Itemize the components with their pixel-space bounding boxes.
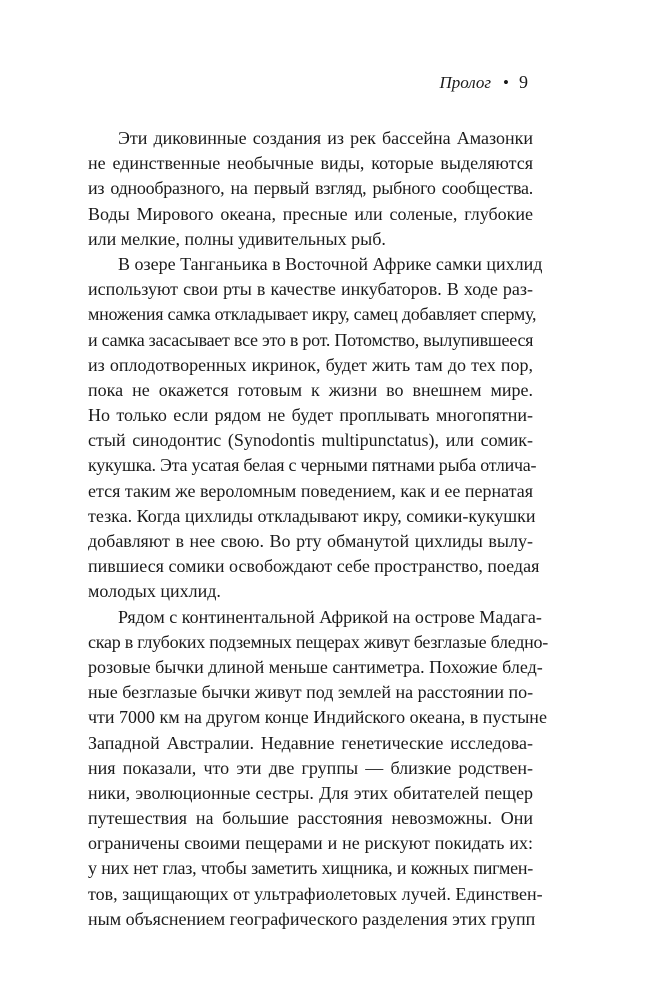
text-line: розовые бычки длиной меньше сантиметра. Похожие блед- <box>88 656 543 677</box>
text-line: и самка засасывает все это в рот. Потомство, вылупившееся <box>88 329 534 350</box>
text-line: из оплодотворенных икринок, будет жить там до тех пор, <box>88 354 533 375</box>
text-line: не единственные необычные виды, которые выделяются <box>88 153 533 174</box>
header-separator: • <box>503 73 509 92</box>
text-line: добавляют в нее свою. Во рту обманутой цихлиды вылу- <box>88 531 533 551</box>
text-line: ные безглазые бычки живут под землей на расстоянии по- <box>88 682 534 703</box>
text-line: пока не окажется готовым к жизни во внешнем мире. <box>88 379 533 400</box>
text-line: используют свои рты в качестве инкубаторов. В ходе раз- <box>88 279 533 300</box>
text-line: тезка. Когда цихлиды откладывают икру, сомики-кукушки <box>88 505 536 526</box>
text-line: пившиеся сомики освобождают себе пространство, поедая <box>88 556 540 577</box>
paragraph <box>88 126 533 252</box>
running-header <box>439 70 528 95</box>
text-line: путешествия на большие расстояния невозможны. Они <box>88 808 533 829</box>
text-line: Эти диковинные создания из рек бассейна Амазонки <box>118 128 533 148</box>
text-line: кукушка. Эта усатая белая с черными пятнами рыба отлича- <box>88 455 537 476</box>
text-line: множения самка откладывает икру, самец добавляет сперму, <box>88 304 537 325</box>
text-line: чти 7000 км на другом конце Индийского океана, в пустыне <box>88 707 547 728</box>
text-line: ники, эволюционные сестры. Для этих обитателей пещер <box>88 782 533 803</box>
text-line: Но только если рядом не будет проплывать многопятни- <box>88 405 533 426</box>
text-line: Рядом с континентальной Африкой на острове Мадага- <box>118 606 542 627</box>
text-line: у них нет глаз, чтобы заметить хищника, и кожных пигмен- <box>88 858 533 879</box>
paragraph <box>88 252 543 605</box>
text-line: В озере Танганьика в Восточной Африке самки цихлид <box>118 253 543 274</box>
text-line: Воды Мирового океана, пресные или соленые, глубокие <box>88 203 533 224</box>
paragraph <box>88 605 549 932</box>
text-line: стый синодонтис (Synodontis multipunctatus), или сомик- <box>88 430 533 451</box>
text-line: из однообразного, на первый взгляд, рыбного сообщества. <box>88 178 533 199</box>
text-line: ным объяснением географического разделения этих групп <box>88 908 536 929</box>
text-line: или мелкие, полны удивительных рыб. <box>88 228 386 249</box>
body-text <box>88 126 549 932</box>
text-line: ния показали, что эти две группы — близкие родствен- <box>88 757 533 778</box>
text-line: Западной Австралии. Недавние генетические исследова- <box>88 732 533 753</box>
chapter-title: Пролог <box>439 73 492 92</box>
text-line: ется таким же вероломным поведением, как и ее пернатая <box>88 480 533 501</box>
page-number: 9 <box>519 72 528 92</box>
text-line: тов, защищающих от ультрафиолетовых лучей. Единствен- <box>88 883 543 904</box>
text-line: ограничены своими пещерами и не рискуют покидать их: <box>88 833 533 854</box>
text-line: скар в глубоких подземных пещерах живут безглазые бледно- <box>88 631 549 652</box>
text-line: молодых цихлид. <box>88 581 221 602</box>
